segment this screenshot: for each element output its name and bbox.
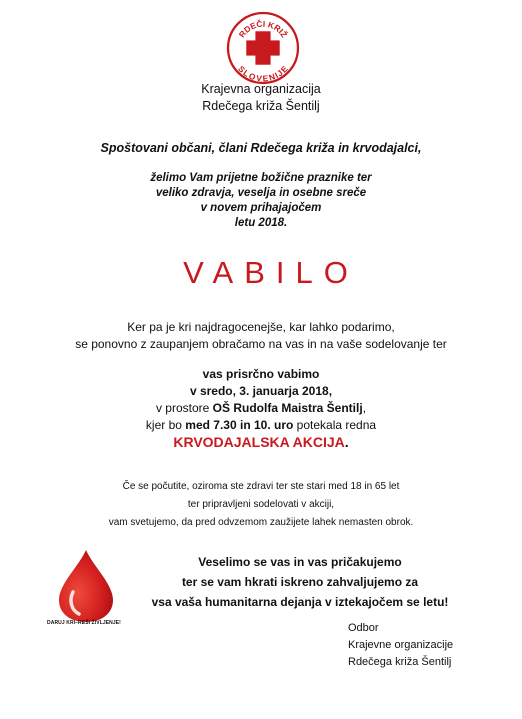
invite-time-suffix: potekala redna [293,418,377,432]
signature-line-2: Krajevne organizacije [348,639,454,651]
invite-place: OŠ Rudolfa Maistra Šentilj [212,401,363,415]
closing-block [90,552,510,612]
conditions-line-1: Če se počutite, oziroma ste zdravi ter ste stari med 18 in 65 let [122,481,400,492]
action-name: KRVODAJALSKA AKCIJA [173,434,345,450]
red-cross-logo-icon [225,10,301,86]
intro-block [0,319,522,353]
logo-text-bottom: SLOVENIJE [236,63,290,84]
invite-line-4 [0,417,522,434]
wishes-line-2: veliko zdravja, veselja in osebne sreče [155,187,367,199]
conditions-line-2: ter pripravljeni sodelovati v akciji, [187,499,335,510]
signature-line-1: Odbor [348,622,379,634]
org-line-1: Krajevna organizacija [201,82,321,96]
org-line-2: Rdečega križa Šentilj [202,99,320,113]
greeting: Spoštovani občani, člani Rdečega križa in krvodajalci, [100,141,422,155]
signature-block [348,620,453,671]
invite-block [0,366,522,434]
page-title: VABILO [183,255,359,290]
invite-line-3 [0,400,522,417]
org-header [0,81,522,115]
invite-place-prefix: v prostore [155,401,213,415]
wishes-line-3: v novem prihajajočem [200,202,322,214]
wishes-line-4: letu 2018. [234,217,288,229]
invite-time-prefix: kjer bo [145,418,186,432]
invite-place-suffix: , [362,401,367,415]
wishes-block [0,171,522,231]
invite-line-2: v sredo, 3. januarja 2018, [189,384,333,398]
closing-line-2: ter se vam hkrati iskreno zahvaljujemo za [181,575,419,589]
signature-line-3: Rdečega križa Šentilj [348,656,452,668]
closing-line-1: Veselimo se vas in vas pričakujemo [198,555,402,569]
action-title [0,434,522,450]
wishes-line-1: želimo Vam prijetne božične praznike ter [150,172,372,184]
invite-time: med 7.30 in 10. uro [185,418,294,432]
intro-line-2: se ponovno z zaupanjem obračamo na vas in na vaše sodelovanje ter [75,337,447,351]
invite-line-1: vas prisrčno vabimo [202,367,320,381]
drop-caption: DARUJ KRI–REŠI ŽIVLJENJE! [47,620,121,626]
intro-line-1: Ker pa je kri najdragocenejše, kar lahko podarimo, [127,320,395,334]
logo-text-top: RDEČI KRIŽ [236,18,290,40]
conditions-line-3: vam svetujemo, da pred odvzemom zaužijete lahek nemasten obrok. [108,517,414,528]
closing-line-3: vsa vaša humanitarna dejanja v iztekajočem se letu! [151,595,449,609]
action-dot: . [344,434,349,450]
conditions-block [0,478,522,532]
